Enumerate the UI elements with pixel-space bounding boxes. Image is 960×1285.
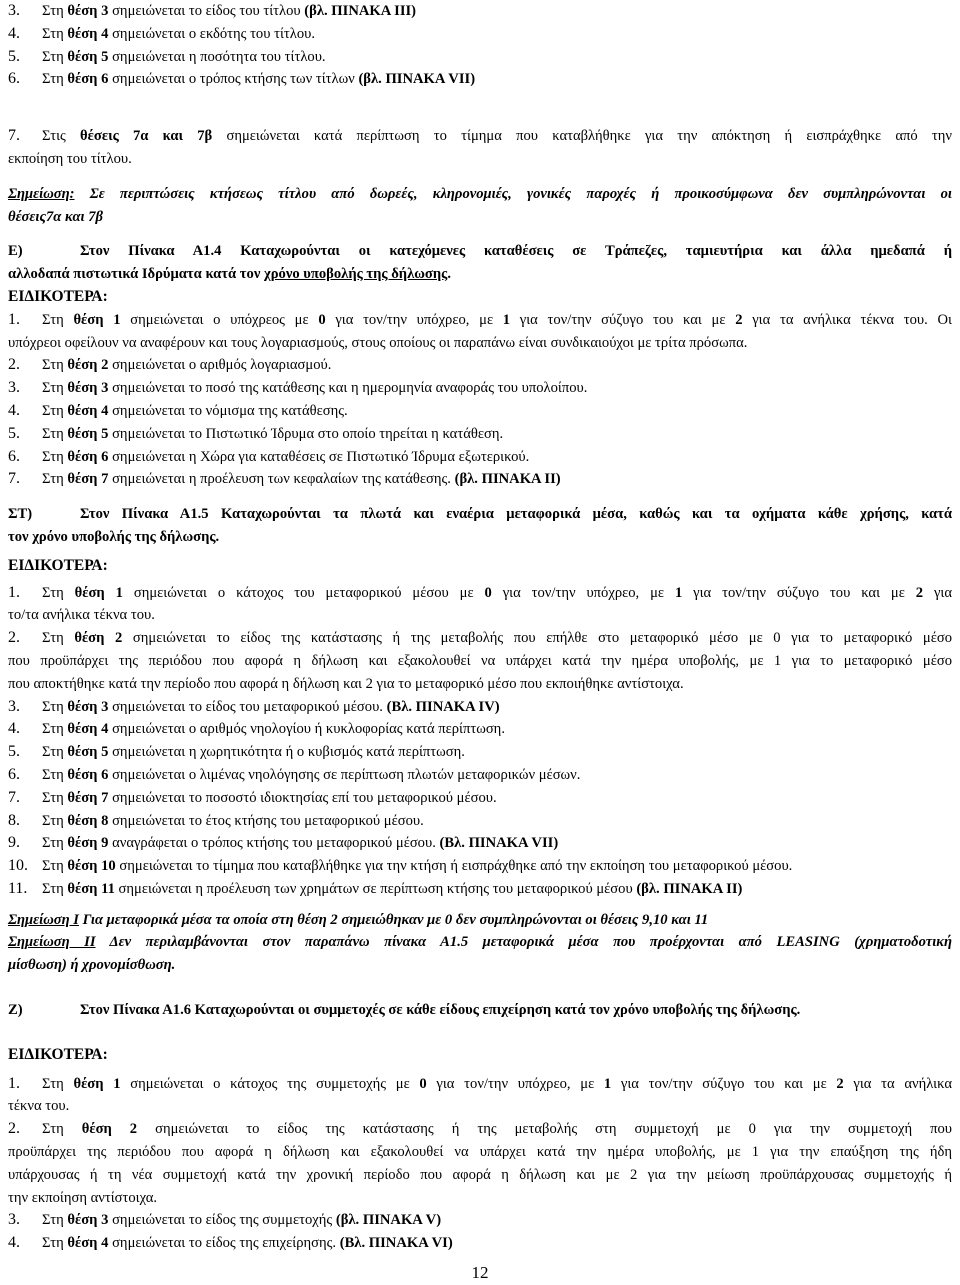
page-number: 12 — [471, 1263, 489, 1282]
position-label: θέση 7 — [67, 471, 109, 488]
item-prefix: Στη — [42, 880, 68, 897]
position-label: θέση 4 — [67, 402, 109, 419]
item-text: σημειώνεται ο αριθμός νηολογίου ή κυκλοφορίας κατά περίπτωση. — [108, 721, 505, 738]
item-prefix: Στη — [42, 766, 68, 783]
section-z-item-2-line-4: την εκποίηση αντίστοιχα. — [8, 1189, 158, 1206]
title-item-6 — [8, 68, 952, 91]
deposit-item-7 — [8, 468, 952, 491]
item-text: σημειώνεται ο τρόπος κτήσης των τίτλων — [108, 71, 359, 88]
item-prefix: Στη — [42, 380, 68, 397]
item-prefix: Στη — [42, 789, 68, 806]
position-label: θέση 3 — [67, 380, 109, 397]
item-prefix: Στη — [42, 721, 68, 738]
section-z-item-2-line-2: προϋπάρχει της περιόδου που αφορά η δήλωση και εξακολουθεί να υπάρχει κατά την ημέρα υποβολής, με 1 για την επαύξηση της ήδη — [8, 1144, 952, 1161]
item-prefix: Στη — [42, 48, 68, 65]
position-label: θέση 4 — [67, 25, 109, 42]
section-z-item-2-line-3: υπάρχουσας ή τη νέα συμμετοχή κατά την χρονική περίοδο που αφορά η δήλωση και με 2 για την μείωση προϋπάρχουσας συμμετοχής ή — [8, 1166, 952, 1183]
item-number: 5. — [8, 424, 20, 442]
deposit-item-6 — [8, 446, 952, 469]
note-ii-line-1: Σημείωση ΙΙ Δεν περιλαμβάνονται στον παραπάνω πίνακα Α1.5 μεταφορικά μέσα που προέρχονται από LEASING (χρηματοδοτική — [8, 934, 952, 951]
vehicle-item-7 — [8, 787, 952, 810]
document-page — [8, 0, 953, 1282]
vehicle-item-10 — [8, 855, 952, 878]
item-prefix: Στη — [42, 3, 68, 19]
spacer — [8, 491, 952, 503]
section-st-heading-line-1: ΣΤ) Στον Πίνακα Α1.5 Καταχωρούνται τα πλωτά και εναέρια μεταφορικά μέσα, καθώς και τα οχήματα κάθε χρήσης, κατά — [8, 506, 952, 523]
spacer — [8, 977, 952, 999]
item-number: 10. — [8, 857, 28, 875]
position-label: θέση 5 — [67, 744, 109, 761]
item-prefix: Στη — [42, 448, 68, 465]
item-number: 8. — [8, 811, 20, 829]
note-ii-line-2: μίσθωση) ή χρονομίσθωση. — [8, 957, 176, 974]
item-number: 4. — [8, 401, 20, 419]
section-e — [8, 240, 952, 491]
spacer — [8, 228, 952, 240]
deposit-item-2 — [8, 354, 952, 377]
vehicle-item-6 — [8, 764, 952, 787]
item-text: σημειώνεται το ποσοστό ιδιοκτησίας επί του μεταφορικού μέσου. — [108, 789, 497, 806]
item-prefix: Στη — [42, 71, 68, 88]
item-number: 9. — [8, 834, 20, 852]
table-reference: (Βλ. ΠΙΝΑΚΑ VII) — [439, 835, 559, 852]
position-label: θέση 8 — [67, 812, 109, 829]
table-reference: (βλ. ΠΙΝΑΚΑ ΙΙ) — [454, 471, 561, 488]
section-st-item-2: 2. Στη θέση 2 σημειώνεται το είδος της κατάστασης ή της μεταβολής που επήλθε στο μεταφορικό μέσο με 0 για το μεταφορικό μέσο — [8, 629, 952, 647]
section-e-heading-line-2: αλλοδαπά πιστωτικά Ιδρύματα κατά τον χρόνο υποβολής της δήλωσης. — [8, 266, 451, 283]
item-text: σημειώνεται το νόμισμα της κατάθεσης. — [108, 402, 348, 419]
section-st-items — [8, 696, 952, 901]
note-line-1: Σημείωση: Σε περιπτώσεις κτήσεως τίτλου από δωρεές, κληρονομιές, γονικές παροχές ή προικοσύμφωνα δεν συμπληρώνονται οι — [8, 185, 952, 202]
position-label: θέση 7 — [67, 789, 109, 806]
section-z-subheading: ΕΙΔΙΚΟΤΕΡΑ: — [8, 1045, 108, 1063]
item-text: σημειώνεται το έτος κτήσης του μεταφορικού μέσου. — [108, 812, 424, 829]
table-reference: (βλ. ΠΙΝΑΚΑ ΙΙ) — [636, 880, 743, 897]
item-number: 6. — [8, 765, 20, 783]
item-text: σημειώνεται η ποσότητα του τίτλου. — [108, 48, 326, 65]
item-prefix: Στη — [42, 835, 68, 852]
position-label: θέση 3 — [67, 1212, 109, 1229]
item-number: 7. — [8, 470, 20, 488]
item-number: 3. — [8, 2, 20, 19]
note-i: Σημείωση Ι Για μεταφορικά μέσα τα οποία στη θέση 2 σημειώθηκαν με 0 δεν συμπληρώνονται οι θέσεις 9,10 και 11 — [8, 911, 709, 928]
item-text: σημειώνεται το Πιστωτικό Ίδρυμα στο οποίο τηρείται η κατάθεση. — [108, 425, 504, 442]
item-7-line-1: 7. Στις θέσεις 7α και 7β σημειώνεται κατά περίπτωση το τίμημα που καταβλήθηκε για την απόκτηση ή εισπράχθηκε από την — [8, 127, 953, 145]
participation-item-4 — [8, 1232, 952, 1255]
section-z-heading: Ζ) Στον Πίνακα Α1.6 Καταχωρούνται οι συμμετοχές σε κάθε είδους επιχείρηση κατά τον χρόνο υποβολής της δήλωσης. — [8, 1002, 801, 1019]
position-label: θέση 6 — [67, 71, 109, 88]
vehicle-item-4 — [8, 718, 952, 741]
section-e-subheading: ΕΙΔΙΚΟΤΕΡΑ: — [8, 287, 108, 305]
item-number: 3. — [8, 1211, 20, 1229]
item-text: σημειώνεται η προέλευση των κεφαλαίων της κατάθεσης. — [108, 471, 455, 488]
item-number: 5. — [8, 743, 20, 761]
position-label: θέση 5 — [67, 48, 109, 65]
position-label: θέση 4 — [67, 1235, 109, 1252]
position-label: θέση 9 — [67, 835, 109, 852]
spacer — [8, 1022, 952, 1044]
section-z-items — [8, 1209, 952, 1255]
title-item-3 — [8, 0, 952, 23]
vehicle-item-8 — [8, 810, 952, 833]
section-st-subheading: ΕΙΔΙΚΟΤΕΡΑ: — [8, 556, 108, 574]
table-reference: (Βλ. ΠΙΝΑΚΑ VI) — [339, 1235, 453, 1252]
title-item-4 — [8, 23, 952, 46]
item-text: σημειώνεται ο λιμένας νηολόγησης σε περίπτωση πλωτών μεταφορικών μέσων. — [108, 766, 581, 783]
item-text: σημειώνεται ο αριθμός λογαριασμού. — [108, 357, 332, 374]
vehicle-item-11 — [8, 878, 952, 901]
vehicle-item-5 — [8, 741, 952, 764]
item-number: 4. — [8, 1234, 20, 1252]
table-reference: (Βλ. ΠΙΝΑΚΑ IV) — [386, 698, 500, 715]
section-st-item-2-line-3: που αποκτήθηκε κατά την περίοδο που αφορά η δήλωση και 2 για το μεταφορικό μέσο που εκποιήθηκε αντίστοιχα. — [8, 675, 684, 692]
section-e-heading-line-1: Ε) Στον Πίνακα Α1.4 Καταχωρούνται οι κατεχόμενες καταθέσεις σε Τράπεζες, ταμιευτήρια και άλλα ημεδαπά ή — [8, 243, 952, 260]
section-e-item-1: 1. Στη θέση 1 σημειώνεται ο υπόχρεος με 0 για τον/την υπόχρεο, με 1 για τον/την σύζυγο του και με 2 για τα ανήλικα τέκνα του. Οι — [8, 310, 952, 328]
item-number: 4. — [8, 720, 20, 738]
item-prefix: Στη — [42, 402, 68, 419]
title-item-5 — [8, 46, 952, 69]
position-label: θέση 2 — [67, 357, 109, 374]
item-prefix: Στη — [42, 698, 68, 715]
item-text: σημειώνεται το είδος του μεταφορικού μέσου. — [108, 698, 387, 715]
item-prefix: Στη — [42, 858, 68, 875]
item-text: σημειώνεται ο εκδότης του τίτλου. — [108, 25, 316, 42]
position-label: θέση 4 — [67, 721, 109, 738]
item-prefix: Στη — [42, 471, 68, 488]
section-e-item-1-line-2: υπόχρεοι οφείλουν να αναφέρουν και τους λογαριασμούς, στους οποίους οι παραπάνω είναι συνδικαιούχοι με τρίτα πρόσωπα. — [8, 334, 748, 351]
note-line-2: θέσεις7α και 7β — [8, 208, 103, 225]
vehicle-item-9 — [8, 832, 952, 855]
item-number: 6. — [8, 70, 20, 88]
item-prefix: Στη — [42, 1212, 68, 1229]
item-text: σημειώνεται το ποσό της κατάθεσης και η ημερομηνία αναφοράς του υπολοίπου. — [108, 380, 588, 397]
position-label: θέση 11 — [67, 880, 115, 897]
position-label: θέση 3 — [67, 698, 109, 715]
item-prefix: Στη — [42, 744, 68, 761]
table-reference: (βλ. ΠΙΝΑΚΑ ΙΙΙ) — [304, 3, 417, 19]
table-reference: (βλ. ΠΙΝΑΚΑ VII) — [358, 71, 476, 88]
position-label: θέση 6 — [67, 448, 109, 465]
item-prefix: Στη — [42, 1235, 68, 1252]
item-text: σημειώνεται η Χώρα για καταθέσεις σε Πιστωτικό Ίδρυμα εξωτερικού. — [108, 448, 530, 465]
section-e-items — [8, 354, 952, 491]
item-text: σημειώνεται το τίμημα που καταβλήθηκε για την κτήση ή εισπράχθηκε από την εκποίηση του μεταφορικού μέσου. — [115, 858, 793, 875]
item-text: σημειώνεται η προέλευση των χρημάτων σε περίπτωση κτήσης του μεταφορικού μέσου — [114, 880, 637, 897]
item-number: 4. — [8, 24, 20, 42]
position-label: θέση 6 — [67, 766, 109, 783]
item-number: 2. — [8, 356, 20, 374]
item-prefix: Στη — [42, 812, 68, 829]
vehicle-item-3 — [8, 696, 952, 719]
item-prefix: Στη — [42, 357, 68, 374]
item-number: 3. — [8, 379, 20, 397]
section-st-item-1: 1. Στη θέση 1 σημειώνεται ο κάτοχος του μεταφορικού μέσου με 0 για τον/την υπόχρεο, με 1 για τον/την σύζυγο του και με 2 για — [8, 583, 952, 601]
participation-item-3 — [8, 1209, 952, 1232]
position-label: θέση 5 — [67, 425, 109, 442]
table-reference: (βλ. ΠΙΝΑΚΑ V) — [335, 1212, 442, 1229]
note-acquisition — [8, 183, 952, 229]
item-text: σημειώνεται το είδος του τίτλου — [108, 3, 305, 19]
position-label: θέση 3 — [67, 3, 109, 19]
item-prefix: Στη — [42, 425, 68, 442]
item-number: 5. — [8, 47, 20, 65]
item-text: αναγράφεται ο τρόπος κτήσης του μεταφορικού μέσου. — [108, 835, 440, 852]
item-text: σημειώνεται το είδος της συμμετοχής — [108, 1212, 336, 1229]
spacer — [8, 171, 952, 183]
spacer — [8, 113, 952, 125]
deposit-item-5 — [8, 423, 952, 446]
item-text: σημειώνεται η χωρητικότητα ή ο κυβισμός κατά περίπτωση. — [108, 744, 465, 761]
item-prefix: Στη — [42, 25, 68, 42]
item-number: 3. — [8, 697, 20, 715]
section-st — [8, 503, 952, 977]
section-z-item-1-line-2: τέκνα του. — [8, 1098, 70, 1115]
position-label: θέση 10 — [67, 858, 116, 875]
title-items-list — [8, 0, 952, 91]
item-7 — [8, 125, 952, 171]
section-st-heading-line-2: τον χρόνο υποβολής της δήλωσης. — [8, 528, 220, 545]
spacer — [8, 91, 952, 113]
item-number: 6. — [8, 447, 20, 465]
section-st-item-1-line-2: το/τα ανήλικα τέκνα του. — [8, 607, 155, 624]
deposit-item-3 — [8, 377, 952, 400]
item-7-line-2: εκποίηση του τίτλου. — [8, 150, 132, 167]
section-st-item-2-line-2: που προϋπάρχει της περιόδου που αφορά η δήλωση και εξακολουθεί να υπάρχει κατά την ημέρα υποβολής, με 1 για το μεταφορικό μέσο — [8, 652, 952, 669]
section-z — [8, 999, 952, 1255]
section-z-item-2: 2. Στη θέση 2 σημειώνεται το είδος της κατάστασης ή της μεταβολής στη συμμετοχή με 0 για την συμμετοχή που — [8, 1120, 952, 1138]
deposit-item-4 — [8, 400, 952, 423]
spacer — [8, 901, 952, 909]
item-number: 11. — [8, 879, 28, 897]
section-z-item-1: 1. Στη θέση 1 σημειώνεται ο κάτοχος της συμμετοχής με 0 για τον/την υπόχρεο, με 1 για τον/την σύζυγο του και με 2 για τα ανήλικα — [8, 1074, 952, 1092]
item-text: σημειώνεται το είδος της επιχείρησης. — [108, 1235, 340, 1252]
item-number: 7. — [8, 788, 20, 806]
